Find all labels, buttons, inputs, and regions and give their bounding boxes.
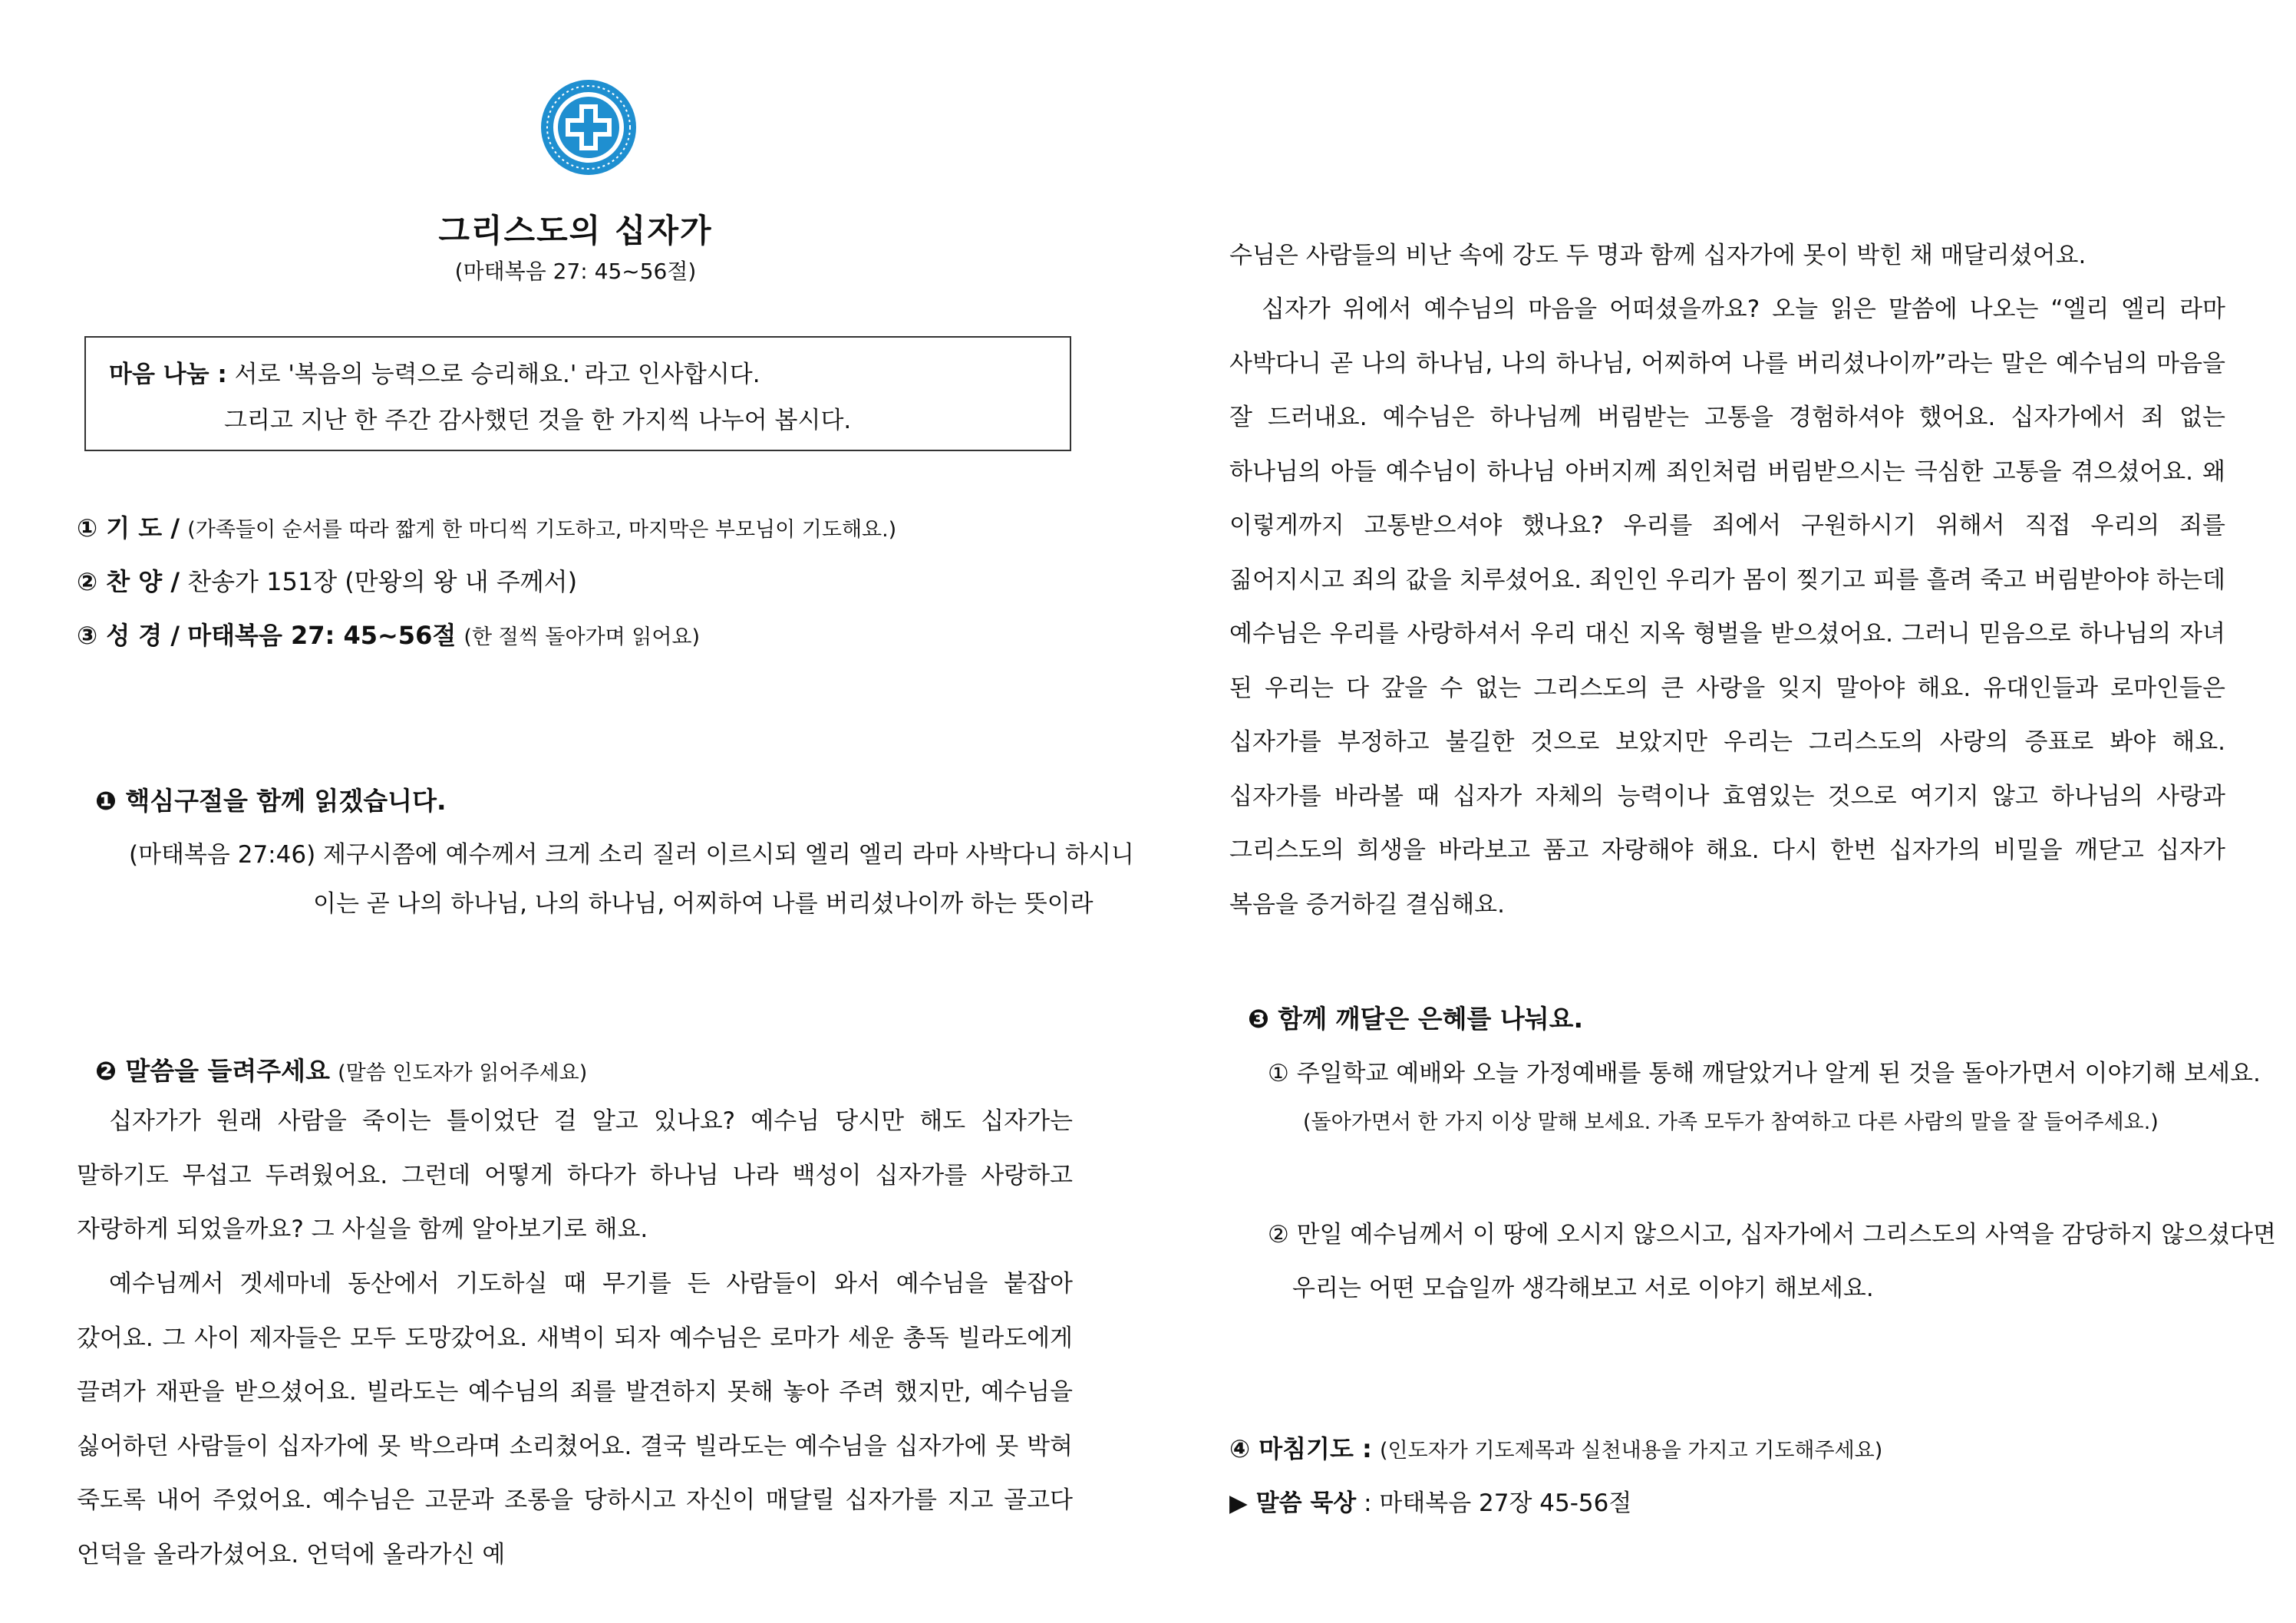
- question2-text2: 우리는 어떤 모습일까 생각해보고 서로 이야기 해보세요.: [1292, 1275, 1874, 1302]
- page-subtitle: (마태복음 27: 45~56절): [454, 259, 697, 284]
- question1-text: 주일학교 예배와 오늘 가정예배를 통해 깨달았거나 알게 된 것을 돌아가면서 이야기해 보세요.: [1296, 1060, 2261, 1087]
- sermon-paragraph-1: 십자가가 원래 사람을 죽이는 틀이었단 걸 알고 있나요? 예수님 당시만 해도 십자가는 말하기도 무섭고 두려웠어요. 그런데 어떻게 하다가 하나님 나라 백성이 십자가를 사랑하고 자랑하게 되었을까요? 그 사실을 함께 알아보기로 해요.: [77, 1107, 1073, 1243]
- question1-note: (돌아가면서 한 가지 이상 말해 보세요. 가족 모두가 참여하고 다른 사람의 말을 잘 들어주세요.): [1303, 1110, 2159, 1134]
- prayer-note: (가족들이 순서를 따라 짧게 한 마디씩 기도하고, 마지막은 부모님이 기도해요.): [187, 518, 897, 542]
- sermon-paragraph-2: 예수님께서 겟세마네 동산에서 기도하실 때 무기를 든 사람들이 와서 예수님을 붙잡아 갔어요. 그 사이 제자들은 모두 도망갔어요. 새벽이 되자 예수님은 로마가 세운 총독 빌라도에게 끌려가 재판을 받으셨어요. 빌라도는 예수님의 죄를 발견하지 못해 놓아 주려 했지만, 예수님을 싫어하던 사람들이 십자가에 못 박으라며 소리쳤어요. 결국 빌라도는 예수님을 십자가에 못 박혀 죽도록 내어 주었어요. 예수님은 고문과 조롱을 당하시고 자신이 매달릴 십자가를 지고 골고다 언덕을 올라가셨어요. 언덕에 올라가신 예: [77, 1270, 1073, 1569]
- section2-heading-line: [95, 1051, 587, 1087]
- question2-text1: 만일 예수님께서 이 땅에 오시지 않으시고, 십자가에서 그리스도의 사역을 감당하지 않으셨다면: [1296, 1221, 2276, 1249]
- prayer-line: [77, 509, 896, 544]
- hymn-line: [77, 562, 577, 598]
- section2-heading: ❷ 말씀을 들려주세요: [95, 1056, 330, 1086]
- prayer-label: ① 기 도 /: [77, 513, 180, 543]
- section1-heading: ❶ 핵심구절을 함께 읽겠습니다.: [95, 786, 447, 816]
- sharing-text1: 서로 '복음의 능력으로 승리해요.' 라고 인사합시다.: [234, 361, 760, 388]
- page-title: 그리스도의 십자가: [438, 212, 713, 249]
- scripture-label: ③ 성 경 /: [77, 621, 180, 650]
- key-verse-line2: 이는 곧 나의 하나님, 나의 하나님, 어찌하여 나를 버리셨나이까 하는 뜻이라: [313, 890, 1094, 918]
- sermon-paragraph-3: 수님은 사람들의 비난 속에 강도 두 명과 함께 십자가에 못이 박힌 채 매달리셨어요.: [1229, 242, 2087, 269]
- question2-line: [1268, 1215, 2276, 1249]
- meditation-label: ▶ 말씀 묵상: [1229, 1489, 1357, 1517]
- scripture-line: [77, 616, 700, 652]
- section2-heading-note: (말씀 인도자가 읽어주세요): [338, 1061, 588, 1085]
- closing-prayer-line: [1229, 1430, 1882, 1465]
- question1-line: [1268, 1054, 2261, 1088]
- question2-marker: ②: [1268, 1221, 1289, 1249]
- sharing-box-line2: 그리고 지난 한 주간 감사했던 것을 한 가지씩 나누어 봅시다.: [224, 407, 852, 434]
- church-logo: [539, 78, 638, 176]
- hymn-text: 찬송가 151장 (만왕의 왕 내 주께서): [187, 567, 578, 596]
- sharing-label: 마음 나눔 :: [109, 361, 227, 388]
- key-verse-line1: (마태복음 27:46) 제구시쯤에 예수께서 크게 소리 질러 이르시되 엘리 엘리 라마 사박다니 하시니: [129, 841, 1134, 869]
- sharing-box-line1: [109, 355, 760, 389]
- scripture-note: (한 절씩 돌아가며 읽어요): [463, 625, 701, 649]
- scripture-text: 마태복음 27: 45~56절: [187, 621, 457, 650]
- logo-seal-icon: [539, 78, 638, 176]
- meditation-line: [1229, 1483, 1631, 1518]
- sermon-paragraph-4: 십자가 위에서 예수님의 마음을 어떠셨을까요? 오늘 읽은 말씀에 나오는 “엘리 엘리 라마 사박다니 곧 나의 하나님, 나의 하나님, 어찌하여 나를 버리셨나이까”라는 말은 예수님의 마음을 잘 드러내요. 예수님은 하나님께 버림받는 고통을 경험하셔야 했어요. 십자가에서 죄 없는 하나님의 아들 예수님이 하나님 아버지께 죄인처럼 버림받으시는 극심한 고통을 겪으셨어요. 왜 이렇게까지 고통받으셔야 했나요? 우리를 죄에서 구원하시기 위해서 직접 우리의 죄를 짊어지시고 죄의 값을 치루셨어요. 죄인인 우리가 몸이 찢기고 피를 흘려 죽고 버림받아야 하는데 예수님은 우리를 사랑하셔서 우리 대신 지옥 형벌을 받으셨어요. 그러니 믿음으로 하나님의 자녀 된 우리는 다 갚을 수 없는 그리스도의 큰 사랑을 잊지 말아야 해요. 유대인들과 로마인들은 십자가를 부정하고 불길한 것으로 보았지만 우리는 그리스도의 사랑의 증표로 봐야 해요. 십자가를 바라볼 때 십자가 자체의 능력이나 효염있는 것으로 여기지 않고 하나님의 사랑과 그리스도의 희생을 바라보고 품고 자랑해야 해요. 다시 한번 십자가의 비밀을 깨닫고 십자가 복음을 증거하길 결심해요.: [1229, 295, 2225, 919]
- closing-prayer-note: (인도자가 기도제목과 실천내용을 가지고 기도해주세요): [1380, 1439, 1883, 1463]
- hymn-label: ② 찬 양 /: [77, 567, 180, 596]
- question1-marker: ①: [1268, 1060, 1289, 1087]
- closing-prayer-label: ④ 마침기도 :: [1229, 1434, 1372, 1463]
- section3-heading: ❸ 함께 깨달은 은혜를 나눠요.: [1248, 1004, 1584, 1034]
- meditation-text: : 마태복음 27장 45-56절: [1364, 1489, 1632, 1517]
